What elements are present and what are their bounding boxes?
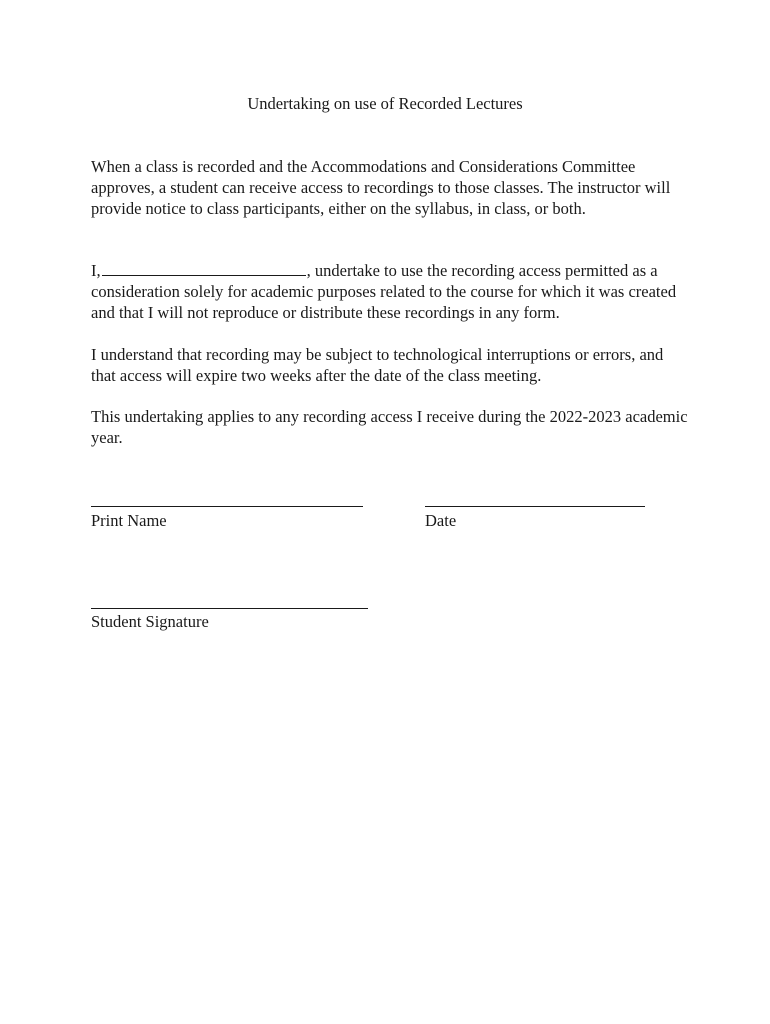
- date-line[interactable]: [425, 506, 645, 507]
- paragraph-undertaking: [91, 260, 691, 323]
- paragraph-academic-year: This undertaking applies to any recording access I receive during the 2022-2023 academic year.: [91, 407, 688, 447]
- student-signature-label: Student Signature: [91, 612, 209, 631]
- date-label: Date: [425, 511, 457, 530]
- paragraph-recording-notice: When a class is recorded and the Accommodations and Considerations Committee approves, a student can receive access to recordings to those classes. The instructor will provide notice to class participants, either on the syllabus, in class, or both.: [91, 157, 671, 218]
- paragraph-interruptions: I understand that recording may be subject to technological interruptions or errors, and that access will expire two weeks after the date of the class meeting.: [91, 345, 664, 385]
- undertaking-prefix: I,: [91, 261, 101, 280]
- undertaking-text: , undertake to use the recording access permitted as a consideration solely for academic purposes related to the course for which it was created and that I will not reproduce or distribute these recordings in any form.: [91, 261, 677, 322]
- student-signature-line[interactable]: [91, 608, 368, 609]
- print-name-line[interactable]: [91, 506, 363, 507]
- print-name-label: Print Name: [91, 511, 167, 530]
- document-title: Undertaking on use of Recorded Lectures: [247, 94, 523, 113]
- student-name-blank[interactable]: [102, 261, 306, 276]
